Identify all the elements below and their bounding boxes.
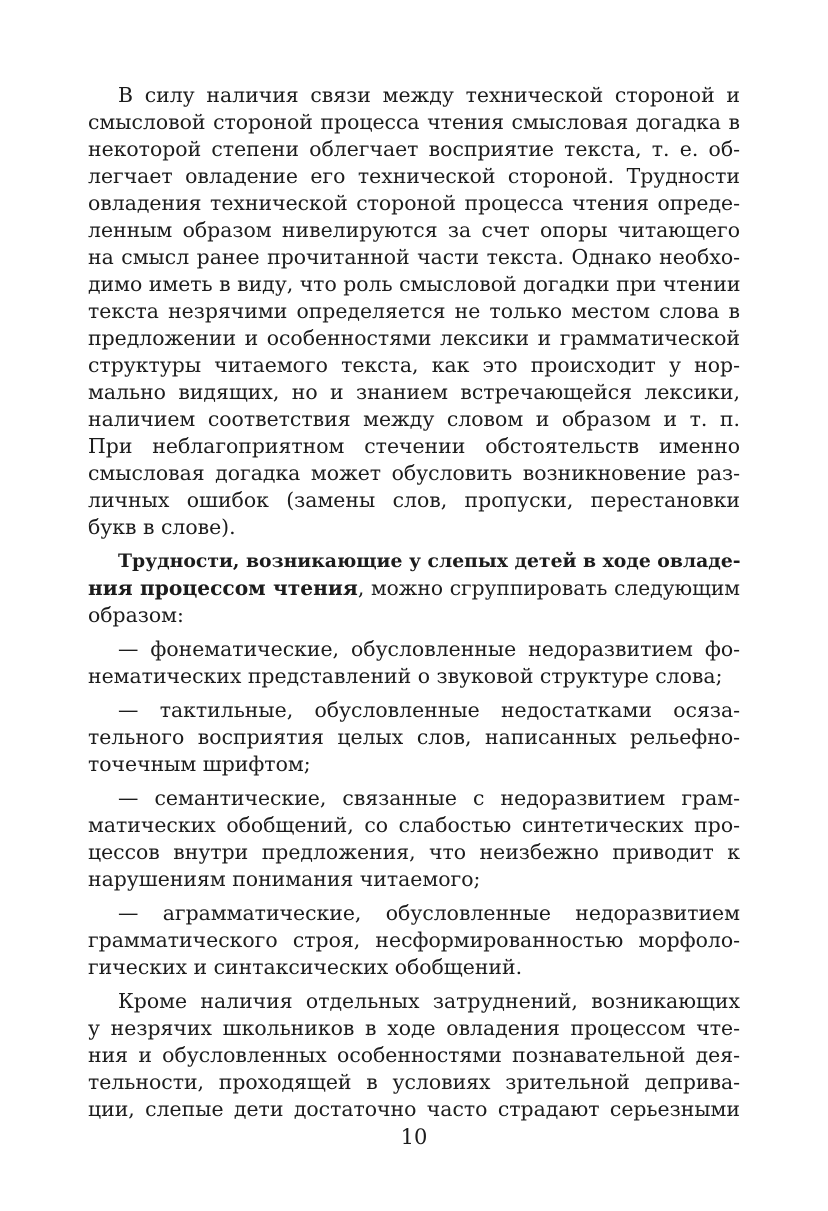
paragraph-2 xyxy=(88,548,740,629)
text-line: букв в слове). xyxy=(88,515,236,539)
text-line: матических обобщений, со слабостью синтетических про- xyxy=(88,813,740,837)
text-line: димо иметь в виду, что роль смысловой догадки при чтении xyxy=(88,272,741,296)
text-line: смысловой стороной процесса чтения смысловая догадка в xyxy=(88,110,740,134)
text-line xyxy=(88,575,740,602)
text-line: тельности, проходящей в условиях зрительной деприва- xyxy=(88,1070,740,1094)
text-line: текста незрячими определяется не только местом слова в xyxy=(88,299,740,323)
text-line: личных ошибок (замены слов, пропуски, перестановки xyxy=(88,488,740,512)
text-line: нарушениям понимания читаемого; xyxy=(88,867,481,891)
text-line: ции, слепые дети достаточно часто страдают серьезными xyxy=(88,1097,740,1121)
paragraph-3 xyxy=(88,988,740,1123)
list-item xyxy=(88,900,740,981)
text-line: тельного восприятия целых слов, написанных рельефно- xyxy=(88,725,740,749)
text-line: — тактильные, обусловленные недостатками осяза- xyxy=(118,698,740,722)
text-line: Кроме наличия отдельных затруднений, возникающих xyxy=(118,989,740,1013)
text-line: мально видящих, но и знанием встречающейся лексики, xyxy=(88,380,740,404)
text-line: цессов внутри предложения, что неизбежно приводит к xyxy=(88,840,740,864)
page-body xyxy=(88,82,740,1123)
bold-heading-fragment: ния процессом чтения xyxy=(88,576,358,600)
text-line: — фонематические, обусловленные недоразвитием фо- xyxy=(118,637,740,661)
text-line: структуры читаемого текста, как это происходит у нор- xyxy=(88,353,740,377)
text-line: — семантические, связанные с недоразвитием грам- xyxy=(118,786,740,810)
text-line: наличием соответствия между словом и образом и т. п. xyxy=(88,407,740,431)
text-fragment: , можно сгруппировать следующим xyxy=(357,576,740,600)
paragraph-1 xyxy=(88,82,740,541)
bold-heading-line: Трудности, возникающие у слепых детей в ходе овладе- xyxy=(118,550,741,572)
text-line: предложении и особенностями лексики и грамматической xyxy=(88,326,740,350)
text-line: смысловая догадка может обусловить возникновение раз- xyxy=(88,461,740,485)
text-line: При неблагоприятном стечении обстоятельств именно xyxy=(88,434,740,458)
text-line: ленным образом нивелируются за счет опоры читающего xyxy=(88,218,740,242)
text-line: на смысл ранее прочитанной части текста. Однако необхо- xyxy=(88,245,740,269)
text-line: точечным шрифтом; xyxy=(88,752,311,776)
text-line: образом: xyxy=(88,603,184,627)
list-item xyxy=(88,636,740,690)
text-line: легчает овладение его технической стороной. Трудности xyxy=(88,164,740,188)
text-line: некоторой степени облегчает восприятие текста, т. е. об- xyxy=(88,137,740,161)
text-line: гических и синтаксических обобщений. xyxy=(88,955,523,979)
text-line: В силу наличия связи между технической стороной и xyxy=(118,83,740,107)
text-line: у незрячих школьников в ходе овладения процессом чте- xyxy=(88,1016,740,1040)
list-item xyxy=(88,785,740,893)
text-line: овладения технической стороной процесса чтения опреде- xyxy=(88,191,740,215)
text-line: ния и обусловленных особенностями познавательной дея- xyxy=(88,1043,740,1067)
text-line: — аграмматические, обусловленные недоразвитием xyxy=(118,901,740,925)
text-line: грамматического строя, несформированностью морфоло- xyxy=(88,928,740,952)
text-line: нематических представлений о звуковой структуре слова; xyxy=(88,664,723,688)
list-item xyxy=(88,697,740,778)
page-number: 10 xyxy=(400,1125,428,1149)
